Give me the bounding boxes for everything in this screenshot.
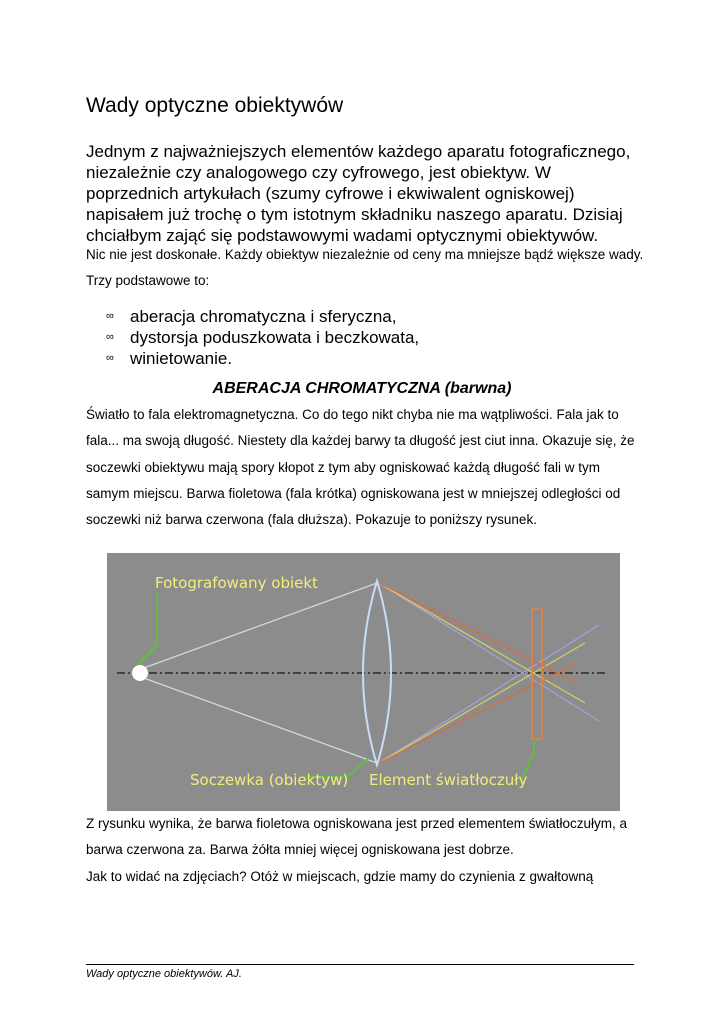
list-item-text: dystorsja poduszkowata i beczkowata,: [130, 328, 420, 347]
footer-divider: [86, 964, 634, 965]
label-lens: Soczewka (obiektyw): [190, 771, 349, 789]
paragraph-chromatic: Światło to fala elektromagnetyczna. Co do tego nikt chyba nie ma wątpliwości. Fala jak to fala... ma swoją długość. Niestety dla każdej barwy ta długość jest ciut inna. Okazuje się, że soczewki obiektywu mają spory kłopot z tym aby ogniskować każdą długość fali w tym samym miejscu. Barwa fioletowa (fala krótka) ogniskowana jest w mniejszej odległości od soczewki niż barwa czerwona (fala dłuższa). Pokazuje to poniższy rysunek.: [86, 407, 635, 528]
page-title: Wady optyczne obiektywów: [86, 94, 344, 117]
paragraph-defects-intro: Nic nie jest doskonałe. Każdy obiektyw niezależnie od ceny ma mniejsze bądź większe wady. Trzy podstawowe to:: [86, 247, 644, 289]
list-item-text: aberacja chromatyczna i sferyczna,: [130, 307, 397, 326]
paragraph-conclusion: [86, 811, 646, 890]
page-footer: Wady optyczne obiektywów. AJ.: [86, 968, 242, 980]
paragraph-focus-result: Z rysunku wynika, że barwa fioletowa ogniskowana jest przed elementem światłoczułym, a barwa czerwona za. Barwa żółta mniej więcej ogniskowana jest dobrze.: [86, 816, 627, 858]
list-item-text: winietowanie.: [130, 349, 233, 368]
infinity-bullet-icon: ∞: [106, 310, 114, 322]
list-item: [106, 327, 419, 348]
object-point: [132, 665, 148, 681]
paragraph-photos-question: Jak to widać na zdjęciach? Otóż w miejscach, gdzie mamy do czynienia z gwałtowną: [86, 868, 594, 884]
label-sensor: Element światłoczuły: [369, 771, 528, 789]
list-item: [106, 306, 419, 327]
label-photographed-object: Fotografowany obiekt: [155, 574, 318, 592]
infinity-bullet-icon: ∞: [106, 352, 114, 364]
defects-list: [106, 306, 419, 369]
intro-paragraph: Jednym z najważniejszych elementów każdego aparatu fotograficznego, niezależnie czy analogowego czy cyfrowego, jest obiektyw. W poprzednich artykułach (szumy cyfrowe i ekwiwalent ogniskowej) napisałem już trochę o tym istotnym składniku naszego aparatu. Dzisiaj chciałbym zająć się podstawowymi wadami optycznymi obiektywów.: [86, 142, 631, 245]
chromatic-aberration-diagram: [107, 553, 620, 811]
section-heading: ABERACJA CHROMATYCZNA (barwna): [212, 380, 512, 397]
infinity-bullet-icon: ∞: [106, 331, 114, 343]
list-item: [106, 348, 419, 369]
